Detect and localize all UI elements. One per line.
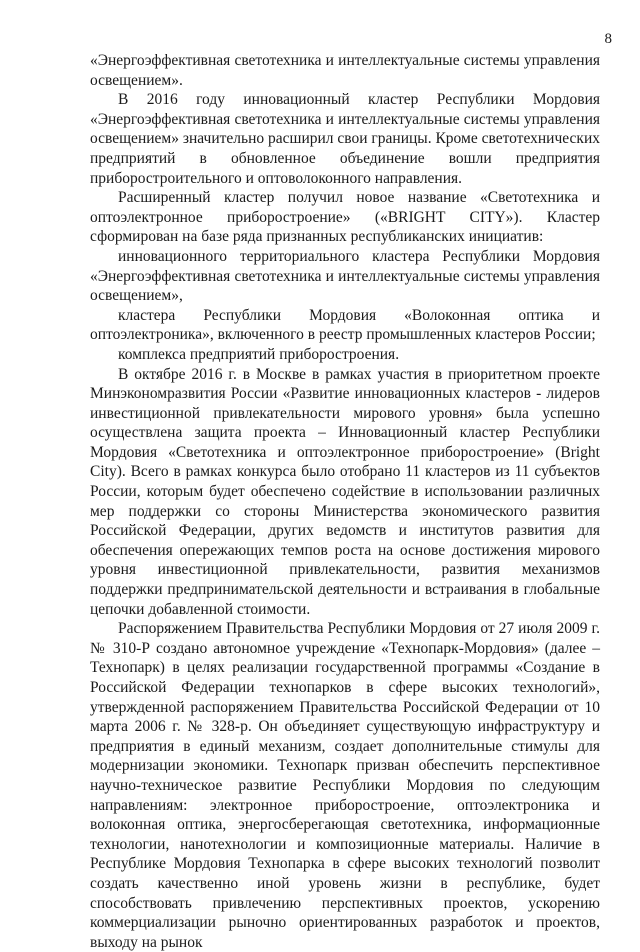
document-body [90,51,600,952]
paragraph: кластера Республики Мордовия «Волоконная оптика и оптоэлектроника», включенного в реестр промышленных кластеров России; [90,306,600,344]
paragraph: В октябре 2016 г. в Москве в рамках участия в приоритетном проекте Минэкономразвития России «Развитие инновационных кластеров - лидеров инвестиционной привлекательности мирового уровня» была успешно осуществлена защита проекта – Инновационный кластер Республики Мордовия «Светотехника и оптоэлектронное приборостроение» (Bright City). Всего в рамках конкурса было отобрано 11 кластеров из 11 субъектов России, которым будет обеспечено содействие в использовании различных мер поддержки со стороны Министерства экономического развития Российской Федерации, других ведомств и институтов развития для обеспечения опережающих темпов роста на основе достижения мирового уровня инвестиционной привлекательности, развития механизмов поддержки предпринимательской деятельности и встраивания в глобальные цепочки добавленной стоимости. [90,365,600,618]
page-number: 8 [604,31,612,47]
paragraph: Распоряжением Правительства Республики Мордовия от 27 июля 2009 г. № 310-Р создано автономное учреждение «Технопарк-Мордовия» (далее – Технопарк) в целях реализации государственной программы «Создание в Российской Федерации технопарков в сфере высоких технологий», утвержденной распоряжением Правительства Российской Федерации от 10 марта 2006 г. № 328-р. Он объединяет существующую инфраструктуру и предприятия в единый механизм, создает дополнительные стимулы для модернизации экономики. Технопарк призван обеспечить перспективное научно-техническое развитие Республики Мордовия по следующим направлениям: электронное приборостроение, оптоэлектроника и волоконная оптика, энергосберегающая светотехника, информационные технологии, нанотехнологии и композиционные материалы. Наличие в Республике Мордовия Технопарка в сфере высоких технологий позволит создать качественно иной уровень жизни в республике, будет способствовать привлечению перспективных проектов, ускорению коммерциализации рыночно ориентированных разработок и проектов, выходу на рынок [90,620,600,951]
paragraph: «Энергоэффективная светотехника и интеллектуальные системы управления освещением». [90,52,600,89]
paragraph: комплекса предприятий приборостроения. [118,345,400,363]
paragraph: В 2016 году инновационный кластер Республики Мордовия «Энергоэффективная светотехника и интеллектуальные системы управления освещением» значительно расширил свои границы. Кроме светотехнических предприятий в обновленное объединение вошли предприятия приборостроительного и оптоволоконного направления. [90,91,600,187]
paragraph: Расширенный кластер получил новое название «Светотехника и оптоэлектронное приборостроение» («BRIGHT CITY»). Кластер сформирован на базе ряда признанных республиканских инициатив: [90,189,600,246]
paragraph: инновационного территориального кластера Республики Мордовия «Энергоэффективная светотехника и интеллектуальные системы управления освещением», [90,247,600,305]
